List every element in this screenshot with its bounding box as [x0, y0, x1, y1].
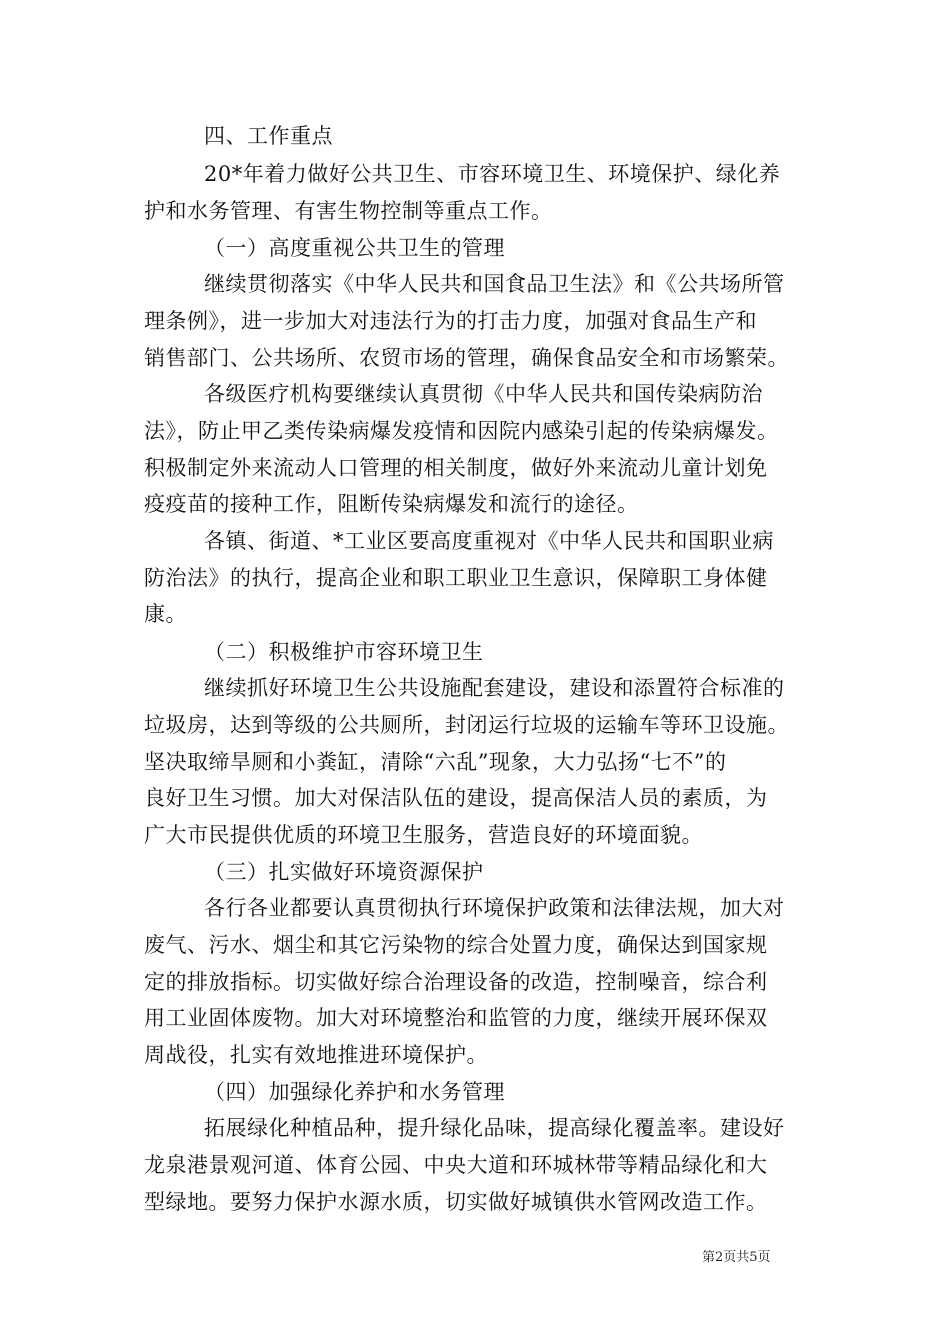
- paragraph-line: 用工业固体废物。加大对环境整治和监管的力度，继续开展环保双: [144, 1006, 768, 1030]
- paragraph-line: 良好卫生习惯。加大对保洁队伍的建设，提高保洁人员的素质，为: [144, 786, 768, 810]
- paragraph-line: 法》，防止甲乙类传染病爆发疫情和因院内感染引起的传染病爆发。: [144, 419, 779, 443]
- paragraph-line: 型绿地。要努力保护水源水质，切实做好城镇供水管网改造工作。: [144, 1190, 768, 1214]
- subsection-title-4: （四）加强绿化养护和水务管理: [204, 1080, 505, 1104]
- subsection-title-3: （三）扎实做好环境资源保护: [204, 860, 484, 884]
- paragraph-line: 防治法》的执行，提高企业和职工职业卫生意识，保障职工身体健: [144, 566, 768, 590]
- intro-line-1: 20*年着力做好公共卫生、市容环境卫生、环境保护、绿化养: [204, 162, 781, 186]
- paragraph-line: 各级医疗机构要继续认真贯彻《中华人民共和国传染病防治: [204, 382, 763, 406]
- paragraph-line: 拓展绿化种植品种，提升绿化品味，提高绿化覆盖率。建设好: [204, 1116, 785, 1140]
- paragraph-line: 销售部门、公共场所、农贸市场的管理，确保食品安全和市场繁荣。: [144, 346, 789, 370]
- section-heading: 四、工作重点: [204, 124, 333, 148]
- paragraph-line: 广大市民提供优质的环境卫生服务，营造良好的环境面貌。: [144, 823, 703, 847]
- page-number-footer: 第2页共5页: [702, 1250, 771, 1265]
- paragraph-line: 各镇、街道、*工业区要高度重视对《中华人民共和国职业病: [204, 529, 774, 553]
- paragraph-line: 继续抓好环境卫生公共设施配套建设，建设和添置符合标准的: [204, 676, 785, 700]
- subsection-title-2: （二）积极维护市容环境卫生: [204, 640, 484, 664]
- paragraph-line: 继续贯彻落实《中华人民共和国食品卫生法》和《公共场所管: [204, 272, 785, 296]
- paragraph-line: 各行各业都要认真贯彻执行环境保护政策和法律法规，加大对: [204, 896, 785, 920]
- paragraph-line: 周战役，扎实有效地推进环境保护。: [144, 1043, 488, 1067]
- paragraph-line: 疫疫苗的接种工作，阻断传染病爆发和流行的途径。: [144, 492, 639, 516]
- paragraph-line: 坚决取缔旱厕和小粪缸，清除“六乱”现象，大力弘扬“七不”的: [144, 750, 727, 774]
- paragraph-line: 理条例》，进一步加大对违法行为的打击力度，加强对食品生产和: [144, 309, 757, 333]
- paragraph-line: 定的排放指标。切实做好综合治理设备的改造，控制噪音，综合利: [144, 970, 768, 994]
- subsection-title-1: （一）高度重视公共卫生的管理: [204, 236, 505, 260]
- paragraph-line: 积极制定外来流动人口管理的相关制度，做好外来流动儿童计划免: [144, 456, 768, 480]
- paragraph-line: 龙泉港景观河道、体育公园、中央大道和环城林带等精品绿化和大: [144, 1153, 768, 1177]
- paragraph-line: 康。: [144, 602, 187, 626]
- intro-line-2: 护和水务管理、有害生物控制等重点工作。: [144, 199, 553, 223]
- paragraph-line: 废气、污水、烟尘和其它污染物的综合处置力度，确保达到国家规: [144, 933, 768, 957]
- paragraph-line: 垃圾房，达到等级的公共厕所，封闭运行垃圾的运输车等环卫设施。: [144, 713, 789, 737]
